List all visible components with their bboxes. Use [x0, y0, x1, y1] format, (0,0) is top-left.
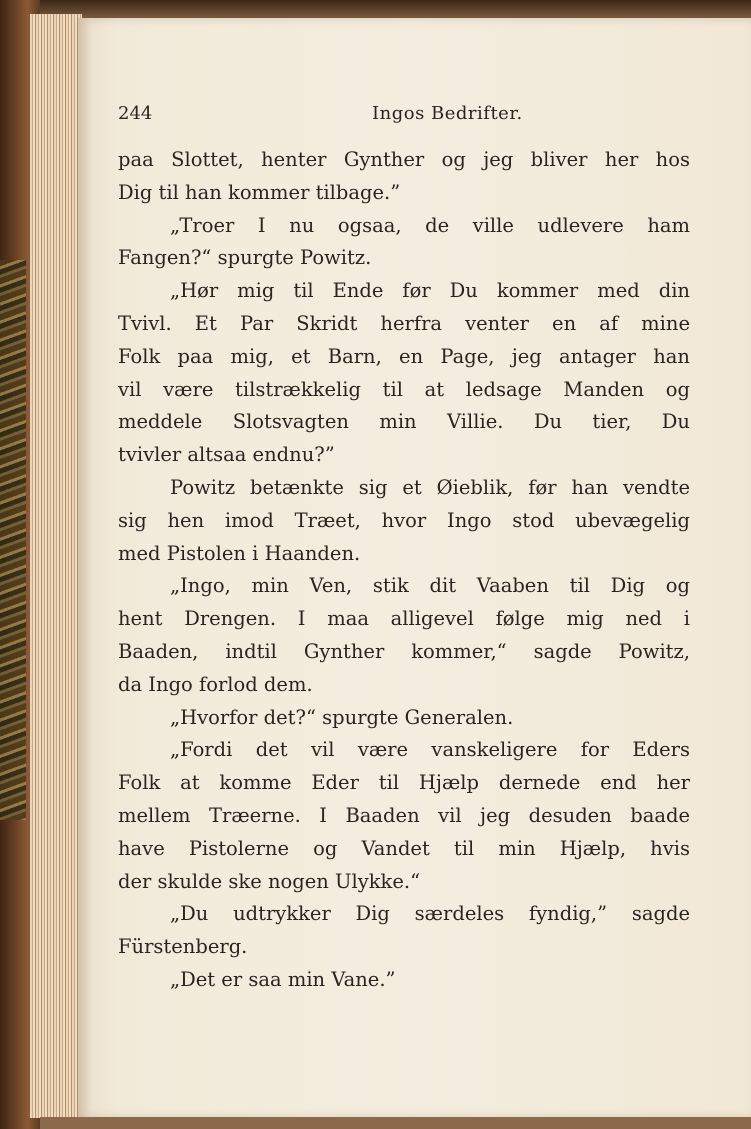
text-line: Powitz betænkte sig et Øieblik, før han vendte [170, 475, 690, 499]
text-line: „Du udtrykker Dig særdeles fyndig,” sagde [170, 902, 690, 926]
text-line: Dig til han kommer tilbage.” [118, 180, 401, 204]
text-line: Fangen?“ spurgte Powitz. [118, 246, 372, 270]
text-line: Folk paa mig, et Barn, en Page, jeg antager han [118, 344, 690, 368]
text-line: Fürstenberg. [118, 935, 248, 959]
text-line: „Hvorfor det?“ spurgte Generalen. [170, 705, 514, 729]
text-line: sig hen imod Træet, hvor Ingo stod ubevægelig [118, 508, 690, 532]
text-line: vil være tilstrækkelig til at ledsage Manden og [118, 377, 690, 401]
page-number: 244 [118, 103, 153, 124]
marbled-endpaper [0, 260, 26, 820]
text-line: med Pistolen i Haanden. [118, 541, 361, 565]
text-line: hent Drengen. I maa alligevel følge mig ned i [118, 607, 690, 631]
running-header [118, 103, 638, 133]
text-line: paa Slottet, henter Gynther og jeg bliver her hos [118, 148, 690, 171]
text-line: mellem Træerne. I Baaden vil jeg desuden baade [118, 803, 690, 827]
text-line: „Ingo, min Ven, stik dit Vaaben til Dig og [170, 574, 690, 598]
text-line: der skulde ske nogen Ulykke.“ [118, 869, 421, 893]
body-text [118, 144, 690, 997]
text-line: Tvivl. Et Par Skridt herfra venter en af mine [118, 311, 690, 335]
text-line: „Fordi det vil være vanskeligere for Eders [170, 738, 690, 762]
text-line: „Troer I nu ogsaa, de ville udlevere ham [170, 213, 690, 237]
running-title: Ingos Bedrifter. [372, 103, 523, 124]
text-line: „Hør mig til Ende før Du kommer med din [170, 279, 690, 303]
text-line: „Det er saa min Vane.” [170, 967, 396, 991]
text-line: Baaden, indtil Gynther kommer,“ sagde Powitz, [118, 639, 690, 663]
book-cover-top [0, 0, 751, 18]
text-line: Folk at komme Eder til Hjælp dernede end her [118, 771, 690, 795]
book-cover-bottom [40, 1117, 751, 1129]
text-line: da Ingo forlod dem. [118, 672, 313, 696]
page-edges [28, 14, 82, 1118]
text-line: meddele Slotsvagten min Villie. Du tier, Du [118, 410, 690, 434]
text-line: have Pistolerne og Vandet til min Hjælp, hvis [118, 836, 690, 860]
text-line: tvivler altsaa endnu?” [118, 443, 335, 467]
